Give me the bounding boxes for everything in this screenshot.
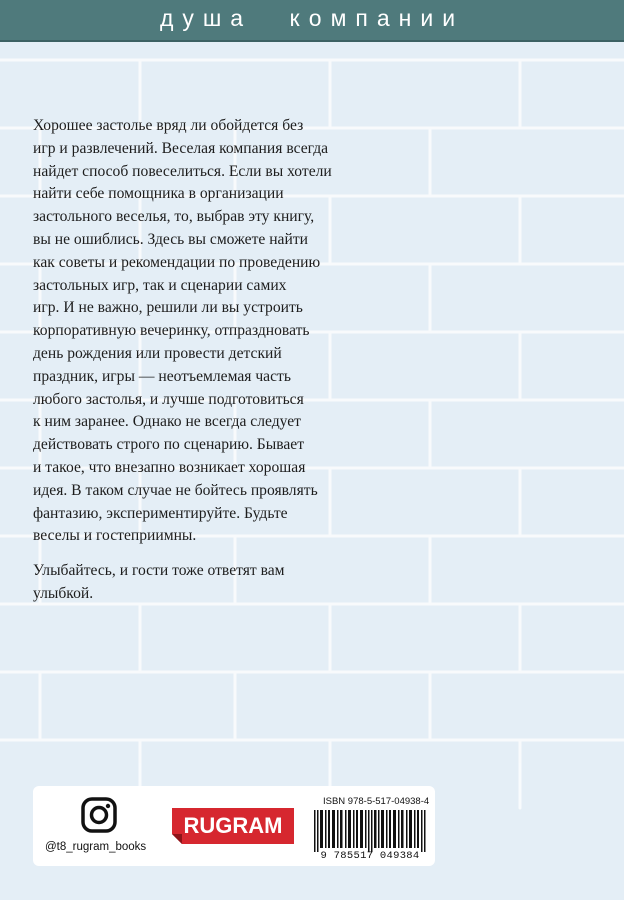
publisher-info-card xyxy=(33,786,435,866)
barcode-image xyxy=(314,810,426,852)
social-handle: @t8_rugram_books xyxy=(45,841,147,853)
barcode-digits: 9 785517 049384 xyxy=(320,850,420,862)
series-header xyxy=(0,0,624,42)
description-paragraph-1: Хорошее застолье вряд ли обойдется без игр и развлечений. Веселая компания всегда найдет способ повеселиться. Если вы хотели найти себе помощника в организации застольного веселья, то, выбрав эту книгу, вы не ошиблись. Здесь вы сможете найти как советы и рекомендации по проведению застольных игр, так и сценарии самих игр. И не важно, решили ли вы устроить корпоративную вечеринку, отпраздновать день рождения или провести детский праздник, игры — неотъемлемая часть любого застолья, и лучше подготовиться к ним заранее. Однако не всегда следует действовать строго по сценарию. Бывает и такое, что внезапно возникает хорошая идея. В таком случае не бойтесь проявлять фантазию, экспериментируйте. Будьте веселы и гостеприимны. xyxy=(33,117,332,545)
series-title: душа компании xyxy=(159,5,465,31)
description-paragraph-2: Улыбайтесь, и гости тоже ответят вам улыбкой. xyxy=(33,562,285,602)
book-description xyxy=(33,115,363,618)
publisher-logo-text: RUGRAM xyxy=(183,813,283,838)
instagram-icon xyxy=(80,796,118,834)
publisher-logo xyxy=(172,808,294,844)
isbn-label: ISBN 978-5-517-04938-4 xyxy=(323,796,430,807)
